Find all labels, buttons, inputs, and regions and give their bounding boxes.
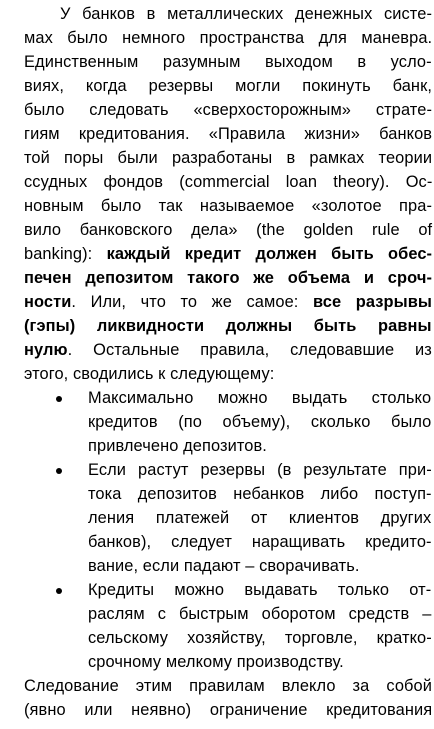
bullet-item-line: ления платежей от клиентов других bbox=[88, 509, 432, 527]
bullet-item-line: Кредиты можно выдавать только от- bbox=[88, 581, 432, 599]
text-run: новным было так называемое «золотое пра- bbox=[24, 197, 432, 215]
text-run: гиям кредитования. «Правила жизни» банков bbox=[24, 125, 433, 143]
bullet-item-line: Если растут резервы (в результате при- bbox=[88, 461, 432, 479]
paragraph-line bbox=[24, 122, 433, 146]
paragraph-line bbox=[24, 194, 432, 218]
text-run: banking): bbox=[24, 245, 107, 263]
paragraph-line bbox=[24, 290, 433, 314]
paragraph-line bbox=[24, 698, 433, 722]
text-run: той поры были разработаны в рамках теории bbox=[24, 149, 433, 167]
text-run: Следование этим правилам влекло за собой bbox=[24, 677, 432, 695]
paragraph-line bbox=[24, 74, 432, 98]
paragraph-line bbox=[24, 170, 433, 194]
bullet-icon bbox=[56, 468, 62, 474]
text-run: ссудных фондов (commercial loan theory). Ос- bbox=[24, 173, 433, 191]
text-run: виях, когда резервы могли покинуть банк, bbox=[24, 77, 432, 95]
bullet-item-line: кредитов (по объему), сколько было bbox=[88, 413, 432, 431]
paragraph-line bbox=[24, 218, 433, 242]
bold-text: все разрывы bbox=[313, 293, 433, 311]
paragraph-line bbox=[24, 674, 432, 698]
paragraph-line bbox=[24, 50, 432, 74]
bold-text: нулю bbox=[24, 341, 68, 359]
bold-text: каждый кредит должен быть обес- bbox=[106, 245, 433, 263]
paragraph-line bbox=[24, 242, 433, 266]
bullet-item-line: раслям с быстрым оборотом средств – bbox=[88, 605, 432, 623]
bold-text: печен депозитом такого же объема и сроч- bbox=[24, 269, 432, 287]
paragraph-line bbox=[24, 146, 433, 170]
bold-text: ности bbox=[24, 293, 72, 311]
text-run: (явно или неявно) ограничение кредитования bbox=[24, 701, 433, 719]
paragraph-line bbox=[24, 266, 432, 290]
text-run: вило банковского дела» (the golden rule of bbox=[24, 221, 433, 239]
text-run: . Остальные правила, следовавшие из bbox=[67, 341, 432, 359]
text-run: было следовать «сверхосторожным» страте- bbox=[24, 101, 432, 119]
bullet-item-line: Максимально можно выдать столько bbox=[88, 389, 432, 407]
bullet-icon bbox=[56, 396, 62, 402]
text-run: мах было немного пространства для маневра. bbox=[24, 29, 433, 47]
paragraph-line bbox=[24, 362, 428, 386]
bullet-item-line: срочному мелкому производству. bbox=[88, 653, 344, 671]
text-run: . Или, что то же самое: bbox=[71, 293, 313, 311]
paragraph-line bbox=[24, 26, 433, 50]
bullet-item-line: сельскому хозяйству, торговле, кратко- bbox=[88, 629, 432, 647]
bullet-item-line: привлечено депозитов. bbox=[88, 437, 267, 455]
bullet-icon bbox=[56, 588, 62, 594]
paragraph-line bbox=[60, 2, 432, 26]
text-run: этого, сводились к следующему: bbox=[24, 365, 275, 383]
bullet-item-line: вание, если падают – сворачивать. bbox=[88, 557, 360, 575]
paragraph-line bbox=[24, 338, 432, 362]
bold-text: (гэпы) ликвидности должны быть равны bbox=[24, 317, 432, 335]
bullet-item-line: тока депозитов небанков либо поступ- bbox=[88, 485, 432, 503]
bullet-item-line: банков), следует наращивать кредито- bbox=[88, 533, 432, 551]
text-run: У банков в металлических денежных систе- bbox=[60, 5, 432, 23]
text-run: Единственным разумным выходом в усло- bbox=[24, 53, 432, 71]
paragraph-line bbox=[24, 314, 432, 338]
paragraph-line bbox=[24, 98, 432, 122]
